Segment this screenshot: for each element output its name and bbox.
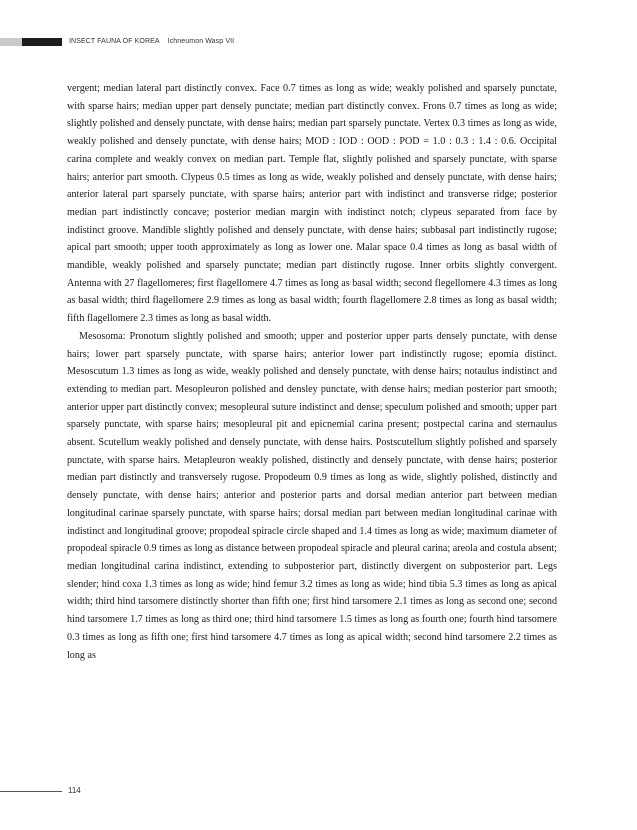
- body-text: [67, 80, 557, 664]
- header-text: [69, 36, 234, 48]
- footer-rule: [0, 791, 62, 792]
- running-header: [0, 36, 637, 48]
- header-series-title: INSECT FAUNA OF KOREA: [69, 38, 160, 45]
- header-volume-title: Ichneumon Wasp VII: [167, 38, 235, 45]
- header-bar-light: [0, 38, 22, 46]
- header-bar-dark: [22, 38, 62, 46]
- paragraph-mesosoma: Mesosoma: Pronotum slightly polished and smooth; upper and posterior upper parts densely punctate, with dense hairs; lower part sparsely punctate, with sparse hairs; anterior lower part indistinctly rugose; epomia distinct. Mesoscutum 1.3 times as long as wide, weakly polished and densely punctate, with dense hairs; notaulus indistinct and extending to median part. Mesopleuron polished and densley punctate, with dense hairs; median posterior part smooth; anterior upper part distinctly convex; mesopleural suture indistinct and dense; speculum polished and smooth; upper part sparsely punctate, with sparse hairs; mesopleural pit and epicnemial carina present; postpectal carina and sternaulus absent. Scutellum weakly polished and densely punctate, with dense hairs. Postscutellum slightly polished and sparsely punctate, with sparse hairs. Metapleuron weakly polished, distinctly and densely punctate, with dense hairs; posterior median part distinctly and transversely rugose. Propodeum 0.9 times as long as wide, slightly polished, distinctly and densely punctate, with dense hairs; anterior and posterior parts and dorsal median anterior part between median longitudinal carinae sparsely punctate, with sparse hairs; dorsal median part between median longitudinal carinae with indistinct and longitudinal groove; propodeal spiracle circle shaped and 1.4 times as long as wide; maximum diameter of propodeal spiracle 0.9 times as long as distance between propodeal spiracle and pleural carina; areola and costula absent; median longitudinal carina indistinct, extending to subposterior part, distinctly divergent on subposterior part. Legs slender; hind coxa 1.3 times as long as wide; hind femur 3.2 times as long as wide; hind tibia 5.3 times as long as apical width; third hind tarsomere distinctly shorter than fifth one; first hind tarsomere 2.1 times as long as second one; second hind tarsomere 1.7 times as long as third one; third hind tarsomere 1.5 times as long as fourth one; fourth hind tarsomere 0.3 times as long as fifth one; first hind tarsomere 4.7 times as long as apical width; second hind tarsomere 2.2 times as long as: [67, 330, 557, 661]
- page-number: 114: [68, 786, 81, 795]
- paragraph-head-continued: vergent; median lateral part distinctly convex. Face 0.7 times as long as wide; weakly polished and sparsely punctate, with sparse hairs; median upper part densely punctate; median part distinctly convex. Frons 0.7 times as long as wide; slightly polished and densely punctate, with dense hairs; median part sparsely punctate. Vertex 0.3 times as long as wide, weakly polished and densely punctate, with dense hairs; MOD : IOD : OOD : POD = 1.0 : 0.3 : 1.4 : 0.6. Occipital carina complete and weakly convex on median part. Temple flat, slightly polished and sparsely punctate, with sparse hairs; anterior part smooth. Clypeus 0.5 times as long as wide, weakly polished and densely punctate, with dense hairs; anterior lateral part sparsely punctate, with sparse hairs; anterior part with indistinct and transverse ridge; posterior median part indistinctly concave; posterior median margin with indistinct notch; clypeus separated from face by indistinct groove. Mandible slightly polished and densely punctate, with dense hairs; subbasal part indistinctly rugose; apical part smooth; upper tooth approximately as long as lower one. Malar space 0.4 times as long as basal width of mandible, weakly polished and sparsely punctate; median part distinctly rugose. Inner orbits slightly convergent. Antenna with 27 flagellomeres; first flagellomere 4.7 times as long as basal width; second flegellomere 4.3 times as long as basal width; third flagellomere 2.9 times as long as basal width; fourth flagellomere 2.8 times as long as basal width; fifth flagellomere 2.3 times as long as basal width.: [67, 83, 557, 325]
